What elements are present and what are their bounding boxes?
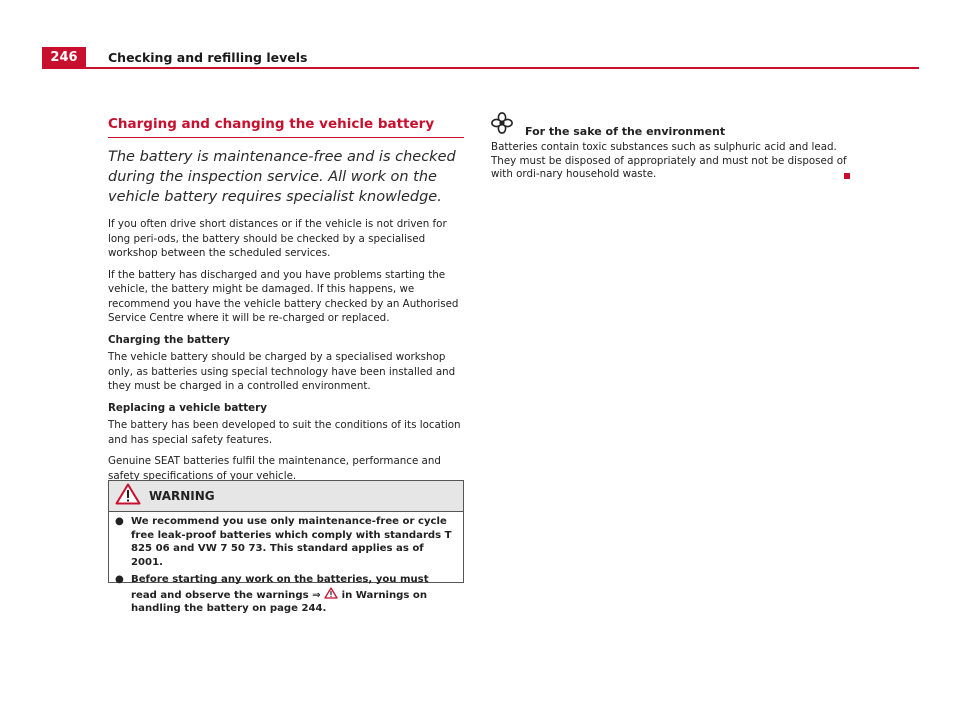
warning-reference-link[interactable]: in Warnings on handling the battery on page 244. bbox=[131, 589, 428, 614]
bullet: ● bbox=[115, 574, 124, 585]
page-number: 246 bbox=[42, 47, 86, 68]
paragraph-discharged: If the battery has discharged and you have problems starting the vehicle, the battery might be damaged. If this happens, we recommend you have the vehicle battery checked by an Authorised Service Centre where it will be re-charged or replaced. bbox=[108, 268, 459, 324]
environment-text: Batteries contain toxic substances such as sulphuric acid and lead. They must be disposed of appropriately and must not be disposed of with ordi-nary household waste. bbox=[491, 141, 847, 180]
environment-title: For the sake of the environment bbox=[525, 125, 726, 138]
flower-icon bbox=[491, 112, 513, 138]
running-header: Checking and refilling levels bbox=[108, 50, 308, 65]
paragraph-genuine: Genuine SEAT batteries fulfil the maintenance, performance and safety specifications of your vehicle. bbox=[108, 455, 441, 482]
section-end-marker bbox=[844, 173, 850, 179]
bullet: ● bbox=[115, 516, 124, 527]
subheading-replacing: Replacing a vehicle battery bbox=[108, 401, 267, 414]
warning-item bbox=[115, 515, 457, 569]
environment-header bbox=[491, 116, 847, 138]
warning-header bbox=[109, 481, 463, 512]
header-rule bbox=[42, 67, 919, 69]
paragraph-short-distances: If you often drive short distances or if the vehicle is not driven for long peri-ods, the battery should be checked by a specialised workshop between the scheduled services. bbox=[108, 218, 447, 259]
warning-item-text: Before starting any work on the batteries, you must read and observe the warnings ⇒ bbox=[131, 574, 429, 601]
warning-body bbox=[109, 512, 463, 616]
section-title: Charging and changing the vehicle battery bbox=[108, 116, 464, 138]
paragraph-charging: The vehicle battery should be charged by a specialised workshop only, as batteries using special technology have been installed and they must be charged in a controlled environment. bbox=[108, 351, 456, 392]
warning-label: WARNING bbox=[149, 489, 215, 503]
warning-box bbox=[108, 480, 464, 614]
warning-item bbox=[115, 573, 457, 616]
lead-paragraph: The battery is maintenance-free and is checked during the inspection service. All work on the vehicle battery requires specialist knowledge. bbox=[108, 149, 456, 205]
warning-reference-icon[interactable] bbox=[324, 587, 338, 599]
subheading-charging: Charging the battery bbox=[108, 333, 230, 346]
paragraph-replacing: The battery has been developed to suit the conditions of its location and has special safety features. bbox=[108, 419, 461, 446]
left-column bbox=[108, 116, 464, 490]
warning-triangle-icon bbox=[115, 483, 141, 509]
right-column bbox=[491, 116, 847, 182]
warning-item-text: We recommend you use only maintenance-free or cycle free leak-proof batteries which comply with standards T 825 06 and VW 7 50 73. This standard applies as of 2001. bbox=[131, 516, 452, 568]
